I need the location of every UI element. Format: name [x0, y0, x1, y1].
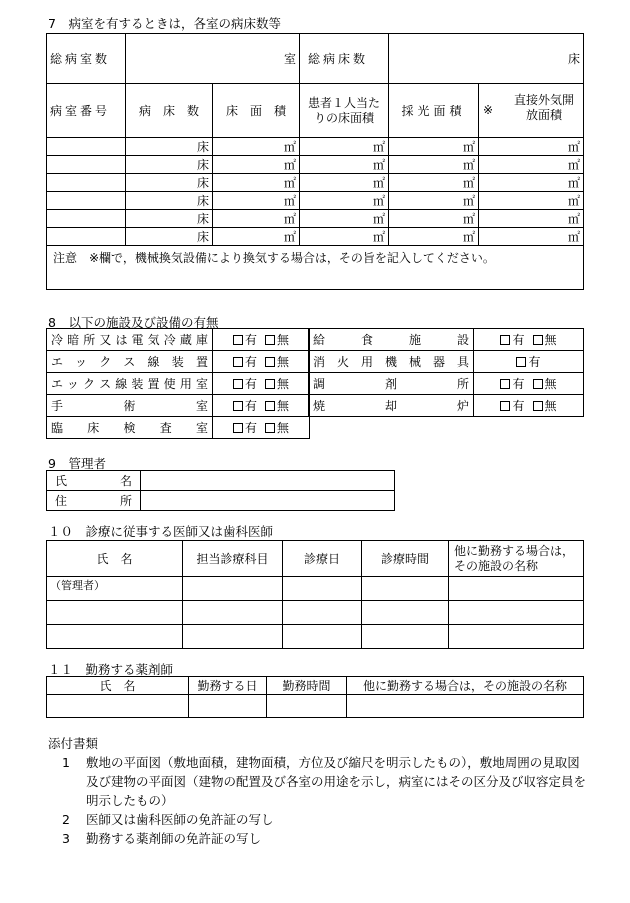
unit-label: ㎡ — [373, 157, 386, 172]
doctor-table — [46, 540, 584, 649]
pharm-cell[interactable] — [47, 695, 189, 718]
room-value-field[interactable] — [389, 228, 479, 246]
section-10-heading: １０ 診療に従事する医師又は歯科医師 — [48, 524, 274, 539]
yes-no-cell — [474, 373, 584, 395]
room-value-field[interactable] — [479, 138, 584, 156]
room-value-field[interactable] — [213, 174, 300, 192]
room-value-field[interactable] — [389, 210, 479, 228]
no-label: 無 — [277, 354, 290, 369]
total-rooms-label: 総病室数 — [47, 34, 126, 84]
room-value-field[interactable] — [389, 138, 479, 156]
no-checkbox[interactable] — [265, 357, 275, 367]
no-checkbox[interactable] — [265, 335, 275, 345]
unit-label: ㎡ — [463, 139, 476, 154]
unit-label: ㎡ — [568, 139, 581, 154]
no-checkbox[interactable] — [265, 401, 275, 411]
unit-label: ㎡ — [568, 175, 581, 190]
unit-label: ㎡ — [284, 193, 297, 208]
doctor-cell[interactable] — [183, 625, 283, 649]
section-8-heading: 8 以下の施設及び設備の有無 — [48, 315, 219, 330]
no-label: 無 — [277, 376, 290, 391]
yes-no-cell — [474, 395, 584, 417]
yes-checkbox[interactable] — [516, 357, 526, 367]
room-value-field[interactable] — [479, 228, 584, 246]
pharm-header-day: 勤務する日 — [189, 677, 267, 695]
room-number-field[interactable] — [47, 192, 126, 210]
doctor-cell[interactable] — [283, 601, 362, 625]
facility-label: 給食施設 — [309, 329, 474, 351]
room-row — [47, 210, 584, 228]
total-rooms-field[interactable] — [126, 34, 300, 84]
yes-no-cell — [474, 329, 584, 351]
pharm-header-hours: 勤務時間 — [267, 677, 347, 695]
doctor-cell[interactable] — [183, 601, 283, 625]
no-checkbox[interactable] — [533, 401, 543, 411]
attachment-1-text: 敷地の平面図（敷地面積，建物面積，方位及び縮尺を明示したもの），敷地周囲の見取図及び建物の平面図（建物の配置及び各室の用途を示し，病室にはその区分及び収容定員を明示したもの） — [86, 755, 587, 808]
no-checkbox[interactable] — [265, 423, 275, 433]
room-value-field[interactable] — [300, 156, 389, 174]
yes-label: 有 — [244, 354, 257, 369]
unit-label: ㎡ — [568, 157, 581, 172]
unit-label: ㎡ — [373, 175, 386, 190]
unit-label: ㎡ — [463, 175, 476, 190]
yes-no-cell — [213, 395, 310, 417]
facility-row — [309, 351, 584, 373]
pharm-cell[interactable] — [347, 695, 584, 718]
header-lighting: 採光面積 — [389, 84, 479, 138]
doctor-header-hours: 診療時間 — [362, 541, 449, 577]
unit-label: ㎡ — [463, 229, 476, 244]
unit-label: ㎡ — [463, 211, 476, 226]
unit-label: ㎡ — [373, 229, 386, 244]
unit-label: ㎡ — [568, 193, 581, 208]
yes-checkbox[interactable] — [233, 401, 243, 411]
doctor-cell[interactable] — [449, 625, 584, 649]
yes-label: 有 — [244, 376, 257, 391]
facility-row — [47, 373, 310, 395]
unit-label: 床 — [196, 157, 209, 172]
unit-label: 床 — [196, 211, 209, 226]
room-number-field[interactable] — [47, 156, 126, 174]
room-value-field[interactable] — [479, 192, 584, 210]
facility-label: 冷暗所又は電気冷蔵庫 — [47, 329, 213, 351]
pharm-header-name: 氏 名 — [47, 677, 189, 695]
attachment-1-no: 1 — [62, 755, 70, 770]
yes-no-cell — [213, 351, 310, 373]
unit-label: ㎡ — [284, 211, 297, 226]
yes-label: 有 — [244, 420, 257, 435]
room-value-field[interactable] — [126, 138, 213, 156]
yes-checkbox[interactable] — [500, 401, 510, 411]
room-table — [46, 33, 584, 290]
room-value-field[interactable] — [213, 192, 300, 210]
header-per-patient: 患者１人当たりの床面積 — [300, 84, 389, 138]
room-value-field[interactable] — [213, 210, 300, 228]
doctor-cell[interactable] — [449, 601, 584, 625]
yes-no-cell — [213, 417, 310, 439]
unit-label: ㎡ — [568, 229, 581, 244]
room-value-field[interactable] — [300, 228, 389, 246]
facility-label: 焼却炉 — [309, 395, 474, 417]
yes-no-cell — [213, 329, 310, 351]
manager-name-field[interactable] — [141, 471, 395, 491]
room-value-field[interactable] — [300, 210, 389, 228]
room-value-field[interactable] — [213, 156, 300, 174]
facility-label: 手術室 — [47, 395, 213, 417]
total-beds-field[interactable] — [389, 34, 584, 84]
doctor-header-dept: 担当診療科目 — [183, 541, 283, 577]
yes-label: 有 — [244, 332, 257, 347]
unit-label: ㎡ — [373, 211, 386, 226]
header-room-no: 病室番号 — [47, 84, 126, 138]
doctor-header-other: 他に勤務する場合は，その施設の名称 — [449, 541, 584, 577]
room-value-field[interactable] — [389, 192, 479, 210]
yes-checkbox[interactable] — [233, 379, 243, 389]
unit-label: 床 — [196, 229, 209, 244]
attachments-title: 添付書類 — [48, 736, 99, 751]
unit-label: ㎡ — [568, 211, 581, 226]
room-value-field[interactable] — [213, 228, 300, 246]
no-label: 無 — [277, 398, 290, 413]
unit-label: ㎡ — [284, 175, 297, 190]
doctor-cell[interactable] — [362, 625, 449, 649]
doctor-cell[interactable] — [449, 577, 584, 601]
room-value-field[interactable] — [126, 174, 213, 192]
bed-unit: 床 — [568, 51, 581, 66]
header-beds: 病 床 数 — [126, 84, 213, 138]
yes-checkbox[interactable] — [233, 335, 243, 345]
room-value-field[interactable] — [479, 174, 584, 192]
yes-checkbox[interactable] — [233, 423, 243, 433]
yes-label: 有 — [528, 354, 541, 369]
manager-table — [46, 470, 395, 511]
room-row — [47, 228, 584, 246]
no-label: 無 — [277, 332, 290, 347]
unit-label: ㎡ — [463, 193, 476, 208]
yes-label: 有 — [512, 398, 525, 413]
yes-checkbox[interactable] — [500, 335, 510, 345]
doctor-header-day: 診療日 — [283, 541, 362, 577]
facility-label: 臨床検査室 — [47, 417, 213, 439]
attachment-2-text: 医師又は歯科医師の免許証の写し — [86, 812, 274, 827]
attachment-3-no: 3 — [62, 831, 70, 846]
no-checkbox[interactable] — [533, 379, 543, 389]
doctor-cell[interactable] — [283, 577, 362, 601]
doctor-cell[interactable] — [283, 625, 362, 649]
facility-row — [47, 351, 310, 373]
yes-label: 有 — [244, 398, 257, 413]
room-number-field[interactable] — [47, 228, 126, 246]
yes-label: 有 — [512, 332, 525, 347]
header-floor-area: 床 面 積 — [213, 84, 300, 138]
section-7-heading: 7 病室を有するときは，各室の病床数等 — [48, 16, 281, 31]
unit-label: 床 — [196, 175, 209, 190]
facility-row — [309, 395, 584, 417]
room-value-field[interactable] — [300, 192, 389, 210]
section-11-heading: １１ 勤務する薬剤師 — [48, 662, 174, 677]
unit-label: ㎡ — [373, 193, 386, 208]
room-value-field[interactable] — [126, 228, 213, 246]
pharm-cell[interactable] — [189, 695, 267, 718]
yes-checkbox[interactable] — [500, 379, 510, 389]
yes-no-cell — [474, 351, 584, 373]
room-value-field[interactable] — [479, 210, 584, 228]
manager-name-label: 氏名 — [47, 471, 141, 491]
section-7-note: 注意 ※欄で，機械換気設備により換気する場合は，その旨を記入してください。 — [47, 246, 584, 290]
yes-label: 有 — [512, 376, 525, 391]
pharm-header-other: 他に勤務する場合は，その施設の名称 — [347, 677, 584, 695]
facility-row — [47, 395, 310, 417]
doctor-cell[interactable] — [47, 601, 183, 625]
header-ventilation-cell — [479, 84, 584, 138]
facility-table-right — [308, 328, 584, 417]
doctor-header-name: 氏 名 — [47, 541, 183, 577]
doctor-cell[interactable] — [47, 625, 183, 649]
no-label: 無 — [544, 332, 557, 347]
manager-address-label: 住所 — [47, 491, 141, 511]
room-value-field[interactable] — [300, 138, 389, 156]
yes-no-cell — [213, 373, 310, 395]
section-9-heading: 9 管理者 — [48, 456, 106, 471]
unit-label: ㎡ — [284, 139, 297, 154]
doctor-cell[interactable] — [183, 577, 283, 601]
facility-row — [47, 417, 310, 439]
unit-label: 床 — [196, 193, 209, 208]
facility-row — [309, 373, 584, 395]
room-value-field[interactable] — [300, 174, 389, 192]
total-beds-label: 総病床数 — [300, 34, 389, 84]
room-value-field[interactable] — [126, 192, 213, 210]
facility-label: エックス線装置使用室 — [47, 373, 213, 395]
unit-label: 床 — [196, 139, 209, 154]
doctor-cell[interactable] — [362, 577, 449, 601]
room-row — [47, 138, 584, 156]
yes-checkbox[interactable] — [233, 357, 243, 367]
room-row — [47, 192, 584, 210]
room-number-field[interactable] — [47, 174, 126, 192]
room-number-field[interactable] — [47, 138, 126, 156]
unit-label: ㎡ — [373, 139, 386, 154]
manager-address-field[interactable] — [141, 491, 395, 511]
facility-label: 調剤所 — [309, 373, 474, 395]
no-label: 無 — [544, 376, 557, 391]
facility-row — [309, 329, 584, 351]
unit-label: ㎡ — [463, 157, 476, 172]
attachment-3-text: 勤務する薬剤師の免許証の写し — [86, 831, 262, 846]
pharm-cell[interactable] — [267, 695, 347, 718]
header-ventilation: 直接外気開放面積 — [514, 93, 575, 122]
mark-asterisk: ※ — [483, 103, 494, 117]
room-value-field[interactable] — [126, 210, 213, 228]
facility-row — [47, 329, 310, 351]
room-value-field[interactable] — [389, 156, 479, 174]
facility-label: エックス線装置 — [47, 351, 213, 373]
room-row — [47, 174, 584, 192]
room-number-field[interactable] — [47, 210, 126, 228]
room-value-field[interactable] — [126, 156, 213, 174]
room-row — [47, 156, 584, 174]
doctor-cell[interactable] — [362, 601, 449, 625]
facility-label: 消火用機械器具 — [309, 351, 474, 373]
no-checkbox[interactable] — [265, 379, 275, 389]
room-value-field[interactable] — [389, 174, 479, 192]
room-unit: 室 — [284, 51, 297, 66]
pharmacist-table — [46, 676, 584, 718]
no-label: 無 — [277, 420, 290, 435]
no-label: 無 — [544, 398, 557, 413]
unit-label: ㎡ — [284, 157, 297, 172]
attachment-2-no: 2 — [62, 812, 70, 827]
no-checkbox[interactable] — [533, 335, 543, 345]
facility-table — [46, 328, 310, 439]
room-value-field[interactable] — [479, 156, 584, 174]
room-value-field[interactable] — [213, 138, 300, 156]
doctor-row-note: （管理者） — [47, 577, 183, 601]
unit-label: ㎡ — [284, 229, 297, 244]
